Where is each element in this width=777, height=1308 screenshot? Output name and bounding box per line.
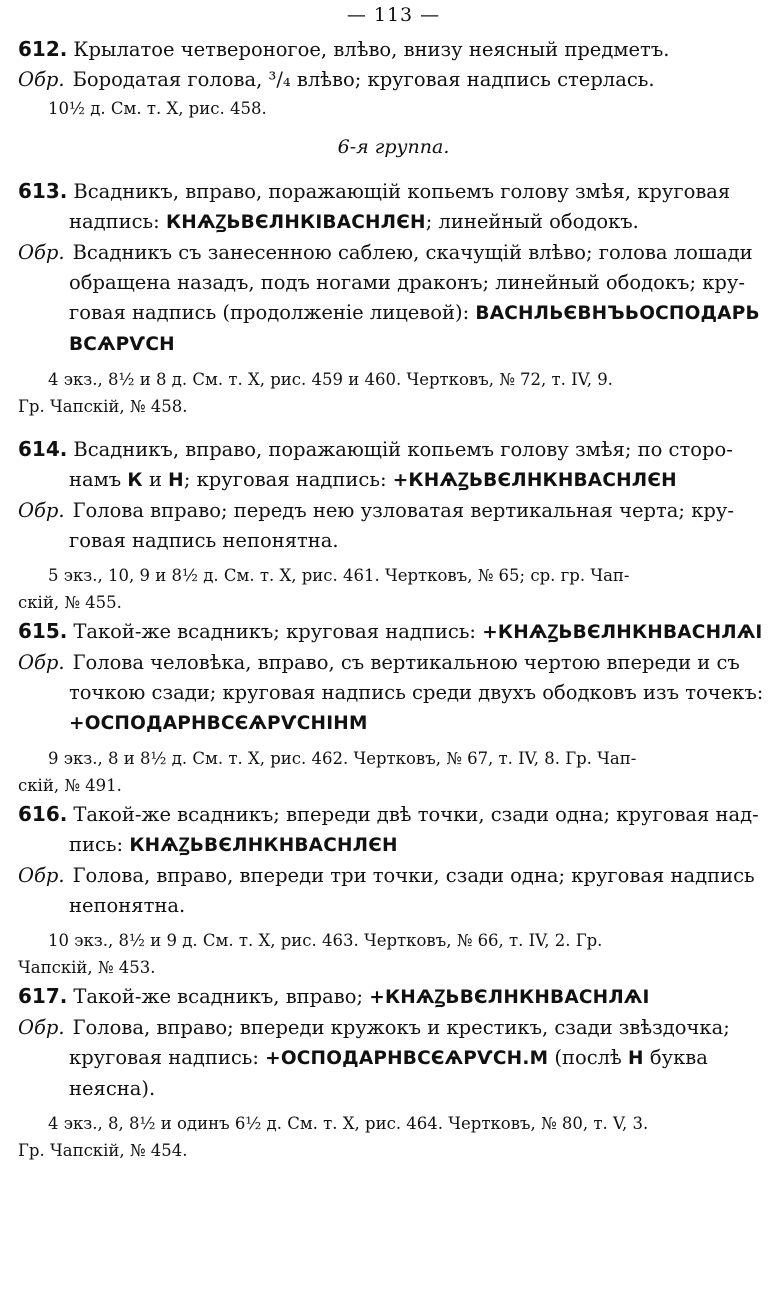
inscription: Н <box>168 470 184 491</box>
entry-612 <box>18 34 769 122</box>
entry-617 <box>18 981 769 1164</box>
inscription: ВАСНЛЬЄВНЪЬОСПОДАРЬ <box>475 303 760 324</box>
entry-616 <box>18 799 769 981</box>
reference-line: скій, № 491. <box>18 776 122 795</box>
reverse-label: Обр. <box>18 651 65 674</box>
entry-text: Крылатое четвероногое, влѣво, внизу неясный предметъ. <box>73 38 670 61</box>
entry-line <box>18 799 769 830</box>
entry-text: буква <box>649 1046 708 1069</box>
inscription: +КНѦꙀЬВЄЛНКНВАСНЛѦІ <box>369 987 650 1008</box>
entry-line <box>18 238 769 268</box>
entry-line: говая надпись непонятна. <box>69 529 339 552</box>
reverse-label: Обр. <box>18 68 65 91</box>
entry-number: 617. <box>18 984 68 1008</box>
entry-line: точкою сзади; круговая надпись среди двухъ ободковъ изъ точекъ: <box>69 681 764 704</box>
entry-line <box>18 298 769 329</box>
entry-text: ; круговая надпись: <box>183 468 387 491</box>
entry-line <box>18 329 769 360</box>
entry-text: говая надпись (продолженіе лицевой): <box>69 301 470 324</box>
reference-line: 5 экз., 10, 9 и 8½ д. См. т. X, рис. 461. Чертковъ, № 65; ср. гр. Чап- <box>48 566 630 585</box>
entry-text: Голова, вправо; впереди кружокъ и крестикъ, сзади звѣздочка; <box>72 1016 730 1039</box>
entry-text: Такой-же всадникъ, вправо; <box>73 985 364 1008</box>
entry-line: обращена назадъ, подъ ногами драконъ; линейный ободокъ; кру- <box>69 271 745 294</box>
reverse-label: Обр. <box>18 241 65 264</box>
reference-line: 4 экз., 8, 8½ и одинъ 6½ д. См. т. X, рис. 464. Чертковъ, № 80, т. V, 3. <box>48 1114 649 1133</box>
entry-line <box>18 861 769 891</box>
entry-text: Бородатая голова, ³/₄ влѣво; круговая надпись стерлась. <box>72 68 655 91</box>
entry-line <box>18 708 769 739</box>
entry-number: 615. <box>18 619 68 643</box>
entry-text: ; линейный ободокъ. <box>425 210 639 233</box>
inscription: +КНѦꙀЬВЄЛНКНВАСНЛѦІ <box>482 622 763 643</box>
entry-line <box>18 65 769 95</box>
inscription: КНѦꙀЬВЄЛНКНВАСНЛЄН <box>129 835 398 856</box>
entry-number: 614. <box>18 437 68 461</box>
entry-text: надпись: <box>69 210 160 233</box>
entry-number: 613. <box>18 179 68 203</box>
entry-line <box>18 465 769 496</box>
entry-615 <box>18 616 769 799</box>
reverse-label: Обр. <box>18 1016 65 1039</box>
entry-613 <box>18 176 769 420</box>
inscription: +КНѦꙀЬВЄЛНКНВАСНЛЄН <box>392 470 677 491</box>
entry-text: пись: <box>69 833 124 856</box>
entry-text: Такой-же всадникъ; круговая надпись: <box>73 620 477 643</box>
inscription: Н <box>628 1048 644 1069</box>
entry-line <box>18 648 769 678</box>
entry-line <box>18 176 769 207</box>
entry-text: Голова человѣка, вправо, съ вертикальною чертою впереди и съ <box>72 651 740 674</box>
reference-line: Гр. Чапскій, № 458. <box>18 397 188 416</box>
entry-line <box>18 830 769 861</box>
entry-line <box>18 616 769 648</box>
entry-line <box>18 981 769 1013</box>
entry-line <box>18 1013 769 1043</box>
reference-line: 10½ д. См. т. X, рис. 458. <box>48 99 267 118</box>
entry-number: 612. <box>18 37 68 61</box>
entry-line <box>18 1043 769 1074</box>
entry-line <box>18 434 769 465</box>
reverse-label: Обр. <box>18 864 65 887</box>
inscription: +ОСПОДАРНВСЄѦРѴСН.М <box>265 1048 549 1069</box>
entry-text: круговая надпись: <box>69 1046 259 1069</box>
reference-line: 10 экз., 8½ и 9 д. См. т. X, рис. 463. Чертковъ, № 66, т. IV, 2. Гр. <box>48 931 603 950</box>
entry-line <box>18 496 769 526</box>
entry-line <box>18 207 769 238</box>
entry-614 <box>18 434 769 616</box>
entry-line: неясна). <box>69 1077 156 1100</box>
entry-text: Голова вправо; передъ нею узловатая вертикальная черта; кру- <box>72 499 734 522</box>
entry-number: 616. <box>18 802 68 826</box>
entry-text: Такой-же всадникъ; впереди двѣ точки, сзади одна; круговая над- <box>73 803 759 826</box>
reference-line: скій, № 455. <box>18 593 122 612</box>
reference-line: 9 экз., 8 и 8½ д. См. т. X, рис. 462. Чертковъ, № 67, т. IV, 8. Гр. Чап- <box>48 749 637 768</box>
entry-text: (послѣ <box>554 1046 622 1069</box>
entry-text: Всадникъ, вправо, поражающій копьемъ голову змѣя; по сторо- <box>73 438 733 461</box>
inscription: КНѦꙀЬВЄЛНКІВАСНЛЄН <box>165 212 426 233</box>
entry-text: Голова, вправо, впереди три точки, сзади одна; круговая надпись <box>72 864 755 887</box>
entry-line: непонятна. <box>69 894 186 917</box>
entry-text: и <box>148 468 162 491</box>
entry-text: Всадникъ съ занесенною саблею, скачущій влѣво; голова лошади <box>72 241 753 264</box>
page-number: — 113 — <box>346 4 441 26</box>
reference-line: Гр. Чапскій, № 454. <box>18 1141 188 1160</box>
inscription: +ОСПОДАРНВСЄѦРѴСНІНМ <box>69 713 368 734</box>
reverse-label: Обр. <box>18 499 65 522</box>
entry-line <box>18 34 769 65</box>
entry-text: Всадникъ, вправо, поражающій копьемъ голову змѣя, круговая <box>73 180 731 203</box>
inscription: ВСѦРѴСН <box>69 334 175 355</box>
reference-line: 4 экз., 8½ и 8 д. См. т. X, рис. 459 и 460. Чертковъ, № 72, т. IV, 9. <box>48 370 613 389</box>
reference-line: Чапскій, № 453. <box>18 958 156 977</box>
group-title: 6-я группа. <box>337 136 450 158</box>
inscription: К <box>127 470 143 491</box>
entry-text: намъ <box>69 468 122 491</box>
